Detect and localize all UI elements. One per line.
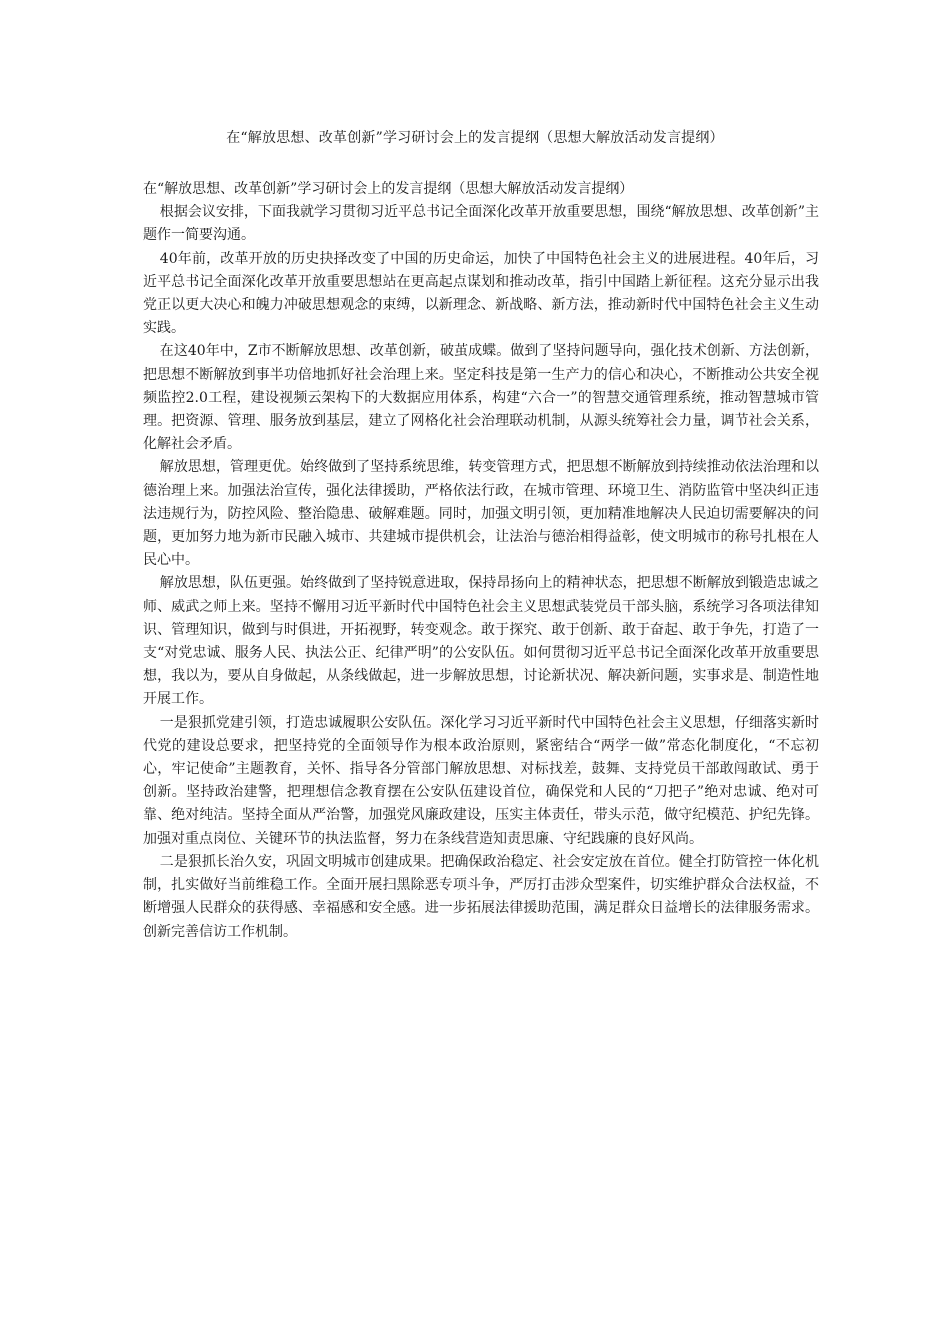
paragraph-2: 40年前，改革开放的历史抉择改变了中国的历史命运，加快了中国特色社会主义的进展进程。40年后，习近平总书记全面深化改革开放重要思想站在更高起点谋划和推动改革，指引中国踏上新征程。这充分显示出我党正以更大决心和魄力冲破思想观念的束缚，以新理念、新战略、新方法，推动新时代中国特色社会主义生动实践。: [143, 250, 819, 337]
paragraph-4: 解放思想，管理更优。始终做到了坚持系统思维，转变管理方式，把思想不断解放到持续推动依法治理和以德治理上来。加强法治宣传，强化法律援助，严格依法行政，在城市管理、环境卫生、消防监管中坚决纠正违法违规行为，防控风险、整治隐患、破解难题。同时，加强文明引领，更加精准地解决人民迫切需要解决的问题，更加努力地为新市民融入城市、共建城市提供机会，让法治与德治相得益彰，使文明城市的称号扎根在人民心中。: [143, 459, 819, 569]
document-subtitle: 在“解放思想、改革创新”学习研讨会上的发言提纲（思想大解放活动发言提纲）: [143, 181, 634, 197]
document-body: [143, 178, 819, 944]
document-title: 在“解放思想、改革创新”学习研讨会上的发言提纲（思想大解放活动发言提纲）: [226, 130, 724, 146]
paragraph-1: 根据会议安排，下面我就学习贯彻习近平总书记全面深化改革开放重要思想，围绕“解放思想、改革创新”主题作一简要沟通。: [143, 204, 819, 244]
paragraph-7: 二是狠抓长治久安，巩固文明城市创建成果。把确保政治稳定、社会安定放在首位。健全打防管控一体化机制，扎实做好当前维稳工作。全面开展扫黑除恶专项斗争，严厉打击涉众型案件，切实维护群众合法权益，不断增强人民群众的获得感、幸福感和安全感。进一步拓展法律援助范围，满足群众日益增长的法律服务需求。创新完善信访工作机制。: [143, 853, 819, 940]
paragraph-6: 一是狠抓党建引领，打造忠诚履职公安队伍。深化学习习近平新时代中国特色社会主义思想，仔细落实新时代党的建设总要求，把坚持党的全面领导作为根本政治原则，紧密结合“两学一做”常态化制度化，“不忘初心，牢记使命”主题教育，关怀、指导各分管部门解放思想、对标找差，鼓舞、支持党员干部敢闯敢试、勇于创新。坚持政治建警，把理想信念教育摆在公安队伍建设首位，确保党和人民的“刀把子”绝对忠诚、绝对可靠、绝对纯洁。坚持全面从严治警，加强党风廉政建设，压实主体责任，带头示范，做守纪模范、护纪先锋。加强对重点岗位、关键环节的执法监督，努力在条线营造知责思廉、守纪践廉的良好风尚。: [143, 714, 819, 847]
paragraph-5: 解放思想，队伍更强。始终做到了坚持锐意进取，保持昂扬向上的精神状态，把思想不断解放到锻造忠诚之师、威武之师上来。坚持不懈用习近平新时代中国特色社会主义思想武装党员干部头脑，系统学习各项法律知识、管理知识，做到与时俱进，开拓视野，转变观念。敢于探究、敢于创新、敢于奋起、敢于争先，打造了一支“对党忠诚、服务人民、执法公正、纪律严明”的公安队伍。如何贯彻习近平总书记全面深化改革开放重要思想，我以为，要从自身做起，从条线做起，进一步解放思想，讨论新状况、解决新问题，实事求是、制造性地开展工作。: [143, 575, 819, 708]
paragraph-3: 在这40年中，Z市不断解放思想、改革创新，破茧成蝶。做到了坚持问题导向，强化技术创新、方法创新，把思想不断解放到事半功倍地抓好社会治理上来。坚定科技是第一生产力的信心和决心，不断推动公共安全视频监控2.0工程，建设视频云架构下的大数据应用体系，构建“六合一”的智慧交通管理系统，推动智慧城市管理。把资源、管理、服务放到基层，建立了网格化社会治理联动机制，从源头统筹社会力量，调节社会关系，化解社会矛盾。: [143, 343, 819, 453]
